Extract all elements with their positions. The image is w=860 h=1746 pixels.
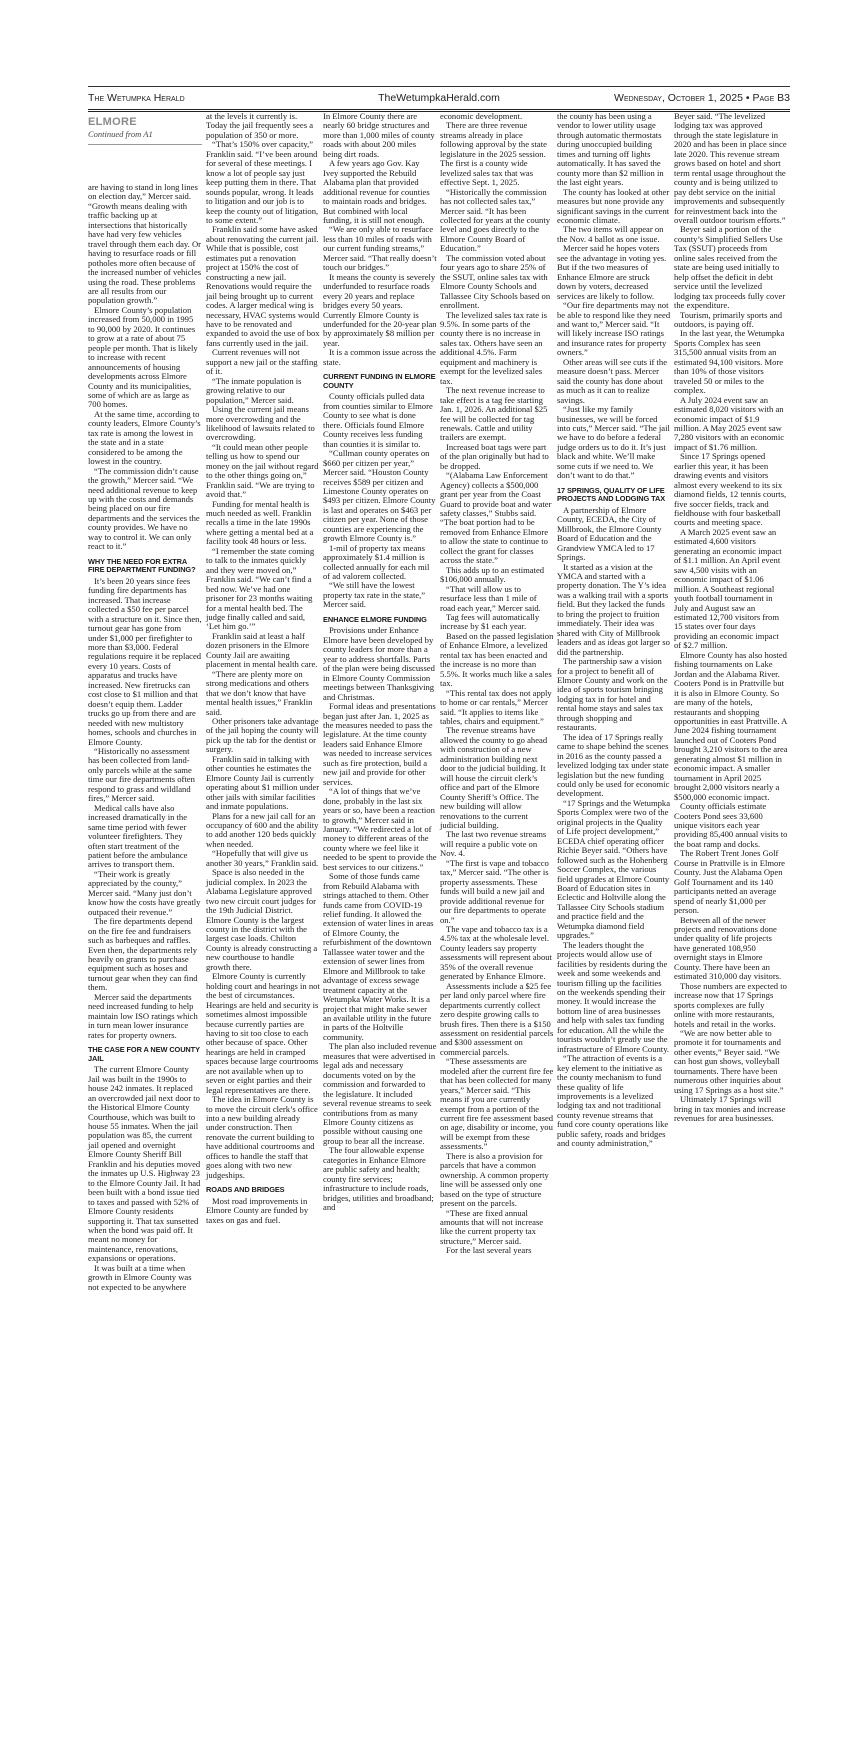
article-paragraph: Mercer said the departments need increased funding to help maintain low ISO ratings which in turn mean lower insurance rates for property owners. [88,991,198,1040]
article-paragraph: 1-mil of property tax means approximately $1.4 million is collected annually for each mil of ad valorem collected. [323,542,430,582]
article-paragraph: The county has looked at other measures but none provide any significant savings in the current economic climate. [557,186,670,225]
article-paragraph: It was built at a time when growth in Elmore County was not expected to be anywhere [88,1262,192,1292]
article-column-6 [674,112,788,1123]
article-paragraph: the county has been using a vendor to lower utility usage through automatic thermostats during unoccupied building times and turning off lights automatically. It has saved the county more than $2 million in the last eight years. [557,111,664,188]
article-paragraph: A March 2025 event saw an estimated 4,600 visitors generating an economic impact of $1.1 million. An April event saw 4,500 visits with an economic impact of $1.06 million. A Southeast regional youth football tournament in July and August saw an estimated 12,700 visitors from 15 states over four days providing an economic impact of $2.7 million. [674,526,782,651]
article-paragraph: The levelized sales tax rate is 9.5%. In some parts of the county there is no increase in sales tax. Others have seen an additional 4.5%. Farm equipment and machinery is exempt for the levelized sales tax. [440,309,547,386]
article-paragraph: Most road improvements in Elmore County are funded by taxes on gas and fuel. [206,1195,309,1225]
article-paragraph: There is also a provision for parcels that have a common ownership. A common property line will be assessed only one based on the type of structure present on the parcels. [440,1150,549,1209]
article-paragraph: County officials pulled data from counties similar to Elmore County to see what is done there. Officials found Elmore County receives less funding than counties it is similar to. [323,391,433,449]
article-column-4 [440,112,554,1256]
article-paragraph: The Robert Trent Jones Golf Course in Prattville is in Elmore County. Just the Alabama Open Golf Tournament and its 140 participants netted an average spend of nearly $1,000 per person. [674,848,785,916]
article-paragraph: Elmore County has also hosted fishing tournaments on Lake Jordan and the Alabama River. Cooters Pond is in Prattville but it is also in Elmore County. So are many of the hotels, restaurants and shopping opportunities in east Prattville. A June 2024 fishing tournament launched out of Cooters Pond brought 3,210 visitors to the area generating almost $1 million in economic impact. A smaller tournament in April 2025 brought 2,000 visitors nearly a $500,000 economic impact. [674,649,788,802]
article-paragraph: In the last year, the Wetumpka Sports Complex has seen 315,500 annual visits from an estimated 94,100 visitors. More than 10% of those visitors traveled 50 or miles to the complex. [674,328,785,396]
article-paragraph: “The first is vape and tobacco tax,” Mercer said. “The other is property assessments. These funds will build a new jail and provide additional revenue for our fire departments to operate on.” [440,857,549,925]
article-paragraph: Other prisoners take advantage of the jail hoping the county will pick up the tab for the dentist or surgery. [206,716,319,755]
article-paragraph: The idea of 17 Springs really came to shape behind the scenes in 2016 as the county passed a levelized lodging tax under state legislation but the new funding could only be used for economic development. [557,731,670,799]
article-paragraph: The commission voted about four years ago to share 25% of the SSUT, online sales tax with Elmore County Schools and Tallassee City Schools based on enrollment. [440,252,551,311]
article-paragraph: Those numbers are expected to increase now that 17 Springs sports complexes are fully online with more restaurants, hotels and retail in the works. [674,980,787,1029]
article-paragraph: “It could mean other people telling us how to spend our money on the jail without regard to the other things going on,” Franklin said. “We are trying to avoid that.” [206,441,319,500]
article-paragraph: “Their work is greatly appreciated by the county,” Mercer said. “Many just don’t know how the costs have greatly outpaced their revenue.” [88,868,201,917]
jump-head [88,116,202,145]
article-column-3 [323,112,437,1213]
article-paragraph: “I remember the state coming to talk to the inmates quickly and they were moved on,” Franklin said. “We can’t find a bed now. We’ve had one prisoner for 23 months waiting for a mental health bed. The judge finally called and said, ‘Let him go.’” [206,545,315,632]
article-paragraph: “We are now better able to promote it for tournaments and other events,” Beyer said. “We can host gun shows, volleyball tournaments. There have been numerous other inquiries about using 17 Springs as a host site.” [674,1027,784,1095]
article-paragraph: The last two revenue streams will require a public vote on Nov. 4. [440,829,547,859]
article-paragraph: “There are plenty more on strong medications and others that we don’t know that have mental health issues,” Franklin said. [206,668,313,717]
article-paragraph: “These are fixed annual amounts that will not increase like the current property tax structure,” Mercer said. [440,1207,544,1246]
article-paragraph: “That will allow us to resurface less than 1 mile of road each year,” Mercer said. [440,583,541,613]
article-paragraph: Mercer said he hopes voters see the advantage in voting yes. But if the two measures of Enhance Elmore are struck down by voters, decreased services are likely to follow. [557,243,667,301]
article-paragraph: Medical calls have also increased dramatically in the same time period with fewer volunteer firefighters. They often start treatment of the patient before the ambulance arrives to transport them. [88,802,188,870]
article-paragraph: The plan also included revenue measures that were advertised in legal ads and necessary documents voted on by the commission and forwarded to the legislature. It included several revenue streams to seek contributions from as many Elmore County citizens as possible without causing one group to bear all the increase. [323,1041,437,1146]
article-paragraph: It means the county is severely underfunded to resurface roads every 20 years and replace bridges every 50 years. Currently Elmore County is underfunded for the 20-year plan by approximately $8 million per year. [323,271,437,348]
date-and-page: Wednesday, October 1, 2025 • Page B3 [614,92,790,104]
article-paragraph: Formal ideas and presentations began just after Jan. 1, 2025 as the measures needed to pass the legislature. At the time county leaders said Enhance Elmore was needed to increase services such as fire protection, build a new jail and provide for other services. [323,701,436,787]
article-paragraph: “The commission didn’t cause the growth,” Mercer said. “We need additional revenue to keep up with the costs and demands being placed on our fire departments and the services the county provides. We have no way to control it. We can only react to it.” [88,465,200,552]
article-paragraph: Since 17 Springs opened earlier this year, it has been drawing events and visitors almost every weekend to its six diamond fields, 12 tennis courts, five soccer fields, track and fieldhouse with four basketball courts and meeting space. [674,451,787,528]
article-paragraph: It started as a vision at the YMCA and started with a property donation. The Y’s idea was a walking trail with a sports field. But they lacked the funds to bring the project to fruition immediately. Their idea was shared with City of Millbrook leaders and as ideas got larger so did the partnership. [557,561,670,657]
article-paragraph: Between all of the newer projects and renovations done under quality of life projects have generated 108,950 overnight stays in Elmore County. There have been an estimated 310,000 day visitors. [674,914,782,982]
article-paragraph: The four allowable expense categories in Enhance Elmore are public safety and health; county fire services; infrastructure to include roads, bridges, utilities and broadband; and [323,1145,434,1213]
article-paragraph: “These assessments are modeled after the current fire fee that has been collected for many years,” Mercer said. “This means if you are currently exempt from a portion of the current fire fee assessment based on age, disability or income, you will be exempt from these assessments.” [440,1056,554,1152]
website: TheWetumpkaHerald.com [378,92,500,104]
article-paragraph: “17 Springs and the Wetumpka Sports Complex were two of the original projects in the Quality of Life project development,” ECEDA chief operating officer Richie Beyer said. “Others have followed such as the Hohenberg Soccer Complex, the various field upgrades at Elmore County Board of Education sites in Eclectic and Holtville along the Tallassee City Schools stadium and practice field and the Wetumpka diamond field upgrades.” [557,797,671,941]
article-paragraph: Elmore County’s population increased from 50,000 in 1995 to 90,000 by 2020. It continues to grow at a rate of about 75 people per month. That is likely to increase with recent announcements of housing developments across Elmore County and its municipalities, some of which are as large as 700 homes. [88,304,198,410]
article-paragraph: “A lot of things that we’ve done, probably in the last six years or so, have been a reaction to growth,” Mercer said in January. “We redirected a lot of money to different areas of the county where we feel like it needed to be spent to provide the best services to our citizens.” [323,786,437,872]
article-paragraph: The partnership saw a vision for a project to benefit all of Elmore County and work on the idea of sports tourism bringing lodging tax in for hotel and rental home stays and sales tax through shopping and restaurants. [557,656,668,733]
article-paragraph: Provisions under Enhance Elmore have been developed by county leaders for more than a year to address shortfalls. Parts of the plan were being discussed in Elmore County Commission meetings between Thanksgiving and Christmas. [323,625,435,702]
article-paragraph: Funding for mental health is much needed as well. Franklin recalls a time in the late 1990s where getting a mental bed at a facility took 48 hours or less. [206,498,314,547]
article-paragraph: “We are only able to resurface less than 10 miles of roads with our current funding streams,” Mercer said. “That really doesn’t touch our bridges.” [323,224,437,273]
article-paragraph: This adds up to an estimated $106,000 annually. [440,564,545,585]
article-paragraph: at the levels it currently is. Today the jail frequently sees a population of 350 or more. [206,111,314,140]
jump-subtitle: Continued from A1 [88,129,202,145]
article-paragraph: The revenue streams have allowed the county to go ahead with construction of a new administration building next door to the judicial building. It will house the circuit clerk’s office and part of the Elmore County Sheriff’s Office. The new building will allow renovations to the current judicial building. [440,725,548,830]
article-paragraph: Using the current jail means more overcrowding and the likelihood of lawsuits related to overcrowding. [206,404,315,443]
article-paragraph: County officials estimate Cooters Pond sees 33,600 unique visitors each year providing 85,400 annual visits to the boat ramp and docks. [674,801,788,849]
article-paragraph: Other areas will see cuts if the measure doesn’t pass. Mercer said the county has done about as much as it can to realize savings. [557,356,668,405]
article-paragraph: Some of those funds came from Rebuild Alabama with strings attached to them. Other funds came from COVID-19 relief funding. It allowed the extension of water lines in areas of Elmore County, the refurbishment of the downtown Tallassee water tower and the extension of sewer lines from Elmore and Millbrook to take advantage of excess sewage treatment capacity at the Wetumpka Water Works. It is a project that might make sewer an available utility in the future in parts of the Holtville community. [323,871,434,1042]
article-paragraph: Beyer said a portion of the county’s Simplified Sellers Use Tax (SSUT) proceeds from online sales received from the state are being used initially to help offset the deficit in debt service until the levelized lodging tax proceeds fully cover the expenditure. [674,224,786,311]
article-paragraph: The two items will appear on the Nov. 4 ballot as one issue. [557,224,664,244]
article-paragraph: Assessments include a $25 fee per land only parcel where fire departments currently collect zero despite growing calls to brush fires. Then there is a $150 assessment on residential parcels and $300 assessment on commercial parcels. [440,980,554,1057]
article-paragraph: Increased boat tags were part of the plan originally but had to be dropped. [440,441,549,471]
jump-title: ELMORE [88,116,137,128]
article-paragraph: “That’s 150% over capacity,” Franklin said. “I’ve been around for several of these meetings. I know a lot of people say just keep putting them in there. That sounds popular, wrong. It leads to litigation and our job is to keep the county out of litigation, to some extent.” [206,139,319,225]
article-paragraph: It is a common issue across the state. [323,347,436,367]
article-paragraph: “The attraction of events is a key element to the initiative as the county mechanism to fund these quality of life improvements is a levelized lodging tax and not traditional county revenue streams that fund core county operations like public safety, roads and bridges and county administration,” [557,1053,669,1149]
article-paragraph: In Elmore County there are nearly 60 bridge structures and more than 1,000 miles of county roads with about 200 miles being dirt roads. [323,111,435,159]
article-paragraph: economic development. [440,111,523,121]
article-paragraph: Current revenues will not support a new jail or the staffing of it. [206,347,318,377]
article-paragraph: The vape and tobacco tax is a 4.5% tax at the wholesale level. County leaders say property assessments will represent about 35% of the overall revenue generated by Enhance Elmore. [440,923,552,982]
section-subhead: ENHANCE ELMORE FUNDING [323,614,427,624]
article-paragraph: Beyer said. “The levelized lodging tax was approved through the state legislature in 2020 and has been in place since late 2020. This revenue stream grows based on hotel and short term rental usage throughout the county and is being utilized to pay debt service on the initial improvements and subsequently for reinvestment back into the overall outdoor tourism efforts.” [674,111,787,225]
page-header [88,86,790,112]
article-paragraph: There are three revenue streams already in place following approval by the state legislature in the 2025 session. The first is a county wide levelized sales tax that was effective Sept. 1, 2025. [440,120,547,188]
article-paragraph: “Hopefully that will give us another 30 years,” Franklin said. [206,848,319,868]
article-paragraph: are having to stand in long lines on election day,” Mercer said. “Growth means dealing with traffic backing up at intersections that historically have had very few vehicles travel through them each day. Or having to resurface roads or fill potholes more often because of the increased number of vehicles using the road. These problems are all results from our population growth.” [88,182,202,306]
article-paragraph: Elmore County is currently holding court and hearings in not the best of circumstances. Hearings are held and security is sometimes almost impossible because currently parties are having to sit too close to each other because of space. Other hearings are held in cramped spaces because large courtrooms are not available when up to seven or eight parties and their legal representatives are there. [206,971,320,1095]
article-paragraph: A few years ago Gov. Kay Ivey supported the Rebuild Alabama plan that provided additional revenue for counties to maintain roads and bridges. But combined with local funding, it is still not enough. [323,158,430,225]
section-subhead: WHY THE NEED FOR EXTRA FIRE DEPARTMENT FUNDING? [88,556,196,575]
article-paragraph: “Cullman county operates on $660 per citizen per year,” Mercer said. “Houston County receives $589 per citizen and Limestone County operates on $493 per citizen. Elmore County is last and operates on $463 per citizen per year. None of those counties are experiencing the growth Elmore County is.” [323,448,436,544]
article-paragraph: Franklin said some have asked about renovating the current jail. While that is possible, cost estimates put a renovation project at 150% the cost of constructing a new jail. Renovations would require the jail being brought up to current codes. A larger medical wing is necessary, HVAC systems would have to be renovated and expanded to avoid the use of box fans currently used in the jail. [206,224,320,348]
article-column-1 [88,183,202,1292]
section-subhead: ROADS AND BRIDGES [206,1185,285,1195]
article-paragraph: A partnership of Elmore County, ECEDA, the City of Millbrook, the Elmore County Board of Education and the Grandview YMCA led to 17 Springs. [557,504,662,563]
article-paragraph: The current Elmore County Jail was built in the 1990s to house 242 inmates. It replaced an overcrowded jail next door to the Historical Elmore County Courthouse, which was built to house 55 inmates. When the jail population was 85, the current jail opened and overnight Elmore County Sheriff Bill Franklin and his deputies moved the inmates up U.S. Highway 23 to the Elmore County Jail. It had been built with a bond issue tied to taxes and passed with 52% of Elmore County residents supporting it. That tax sunsetted when the bond was paid off. It meant no money for maintenance, renovations, expansions or operations. [88,1064,201,1264]
article-paragraph: Tourism, primarily sports and outdoors, is paying off. [674,309,783,329]
article-paragraph: Based on the passed legislation of Enhance Elmore, a levelized rental tax has been enacted and the increase is no more than 5.5%. It works much like a sales tax. [440,630,554,689]
article-paragraph: Franklin said at least a half dozen prisoners in the Elmore County Jail are awaiting placement in mental health care. [206,630,318,670]
article-paragraph: Plans for a new jail call for an occupancy of 600 and the ability to add another 120 beds quickly when needed. [206,810,319,849]
article-paragraph: The idea in Elmore County is to move the circuit clerk’s office into a new building already under construction. Then renovate the current building to have additional courtrooms and offices to handle the staff that goes along with two new judgeships. [206,1094,318,1180]
article-paragraph: For the last several years [446,1245,532,1256]
article-column-5 [557,112,671,1149]
section-subhead: CURRENT FUNDING IN ELMORE COUNTY [323,372,436,390]
article-paragraph: “This rental tax does not apply to home or car rentals,” Mercer said. “It applies to items like tables, chairs and equipment.” [440,687,552,726]
article-paragraph: “Our fire departments may not be able to respond like they need and want to,” Mercer said. “It will likely increase ISO ratings and insurance rates for property owners.” [557,300,671,358]
section-subhead: THE CASE FOR A NEW COUNTY JAIL [88,1045,200,1063]
article-paragraph: The leaders thought the projects would allow use of facilities by residents during the week and some weekends and tourism filling up the facilities on the weekends spending their money. It would increase the bottom line of area businesses and help with sales tax funding for education. All the while the tourists wouldn’t greatly use the infrastructure of Elmore County. [557,939,670,1054]
article-paragraph: It’s been 20 years since fees funding fire departments has increased. That increase collected a $50 fee per parcel with a structure on it. Since then, turnout gear has gone from under $1,000 per firefighter to more than $3,000. Federal regulations require it be replaced every 10 years. Costs of apparatus and trucks have increased. New firetrucks can cost close to $1 million and that doesn’t equip them. Ladder trucks go up from there and are needed with new multistory homes, schools and churches in Elmore County. [88,575,202,747]
article-paragraph: “The inmate population is growing relative to our population,” Mercer said. [206,375,302,405]
article-column-2 [206,112,320,1225]
article-paragraph: “Historically the commission has not collected sales tax,” Mercer said. “It has been collected for years at the county level and goes directly to the Elmore County Board of Education.” [440,186,550,254]
article-paragraph: Space is also needed in the judicial complex. In 2023 the Alabama Legislature approved two new circuit court judges for the 19th Judicial District. Elmore County is the largest county in the district with the largest case loads. Chilton County is already constructing a new courthouse to handle growth there. [206,867,318,972]
article-paragraph: “Just like my family businesses, we will be forced into cuts,” Mercer said. “The jail we have to do before a federal judge orders us to do it. It’s just black and white. We’ll make some cuts if we need to. We don’t want to do that.” [557,404,670,481]
article-paragraph: Ultimately 17 Springs will bring in tax monies and increase revenues for area businesses. [674,1094,786,1124]
article-paragraph: Tag fees will automatically increase by $1 each year. [440,612,540,632]
article-paragraph: A July 2024 event saw an estimated 8,020 visitors with an economic impact of $1.9 million. A May 2025 event saw 7,280 visitors with an economic impact of $1.76 million. [674,394,785,452]
article-paragraph: “(Alabama Law Enforcement Agency) collects a $500,000 grant per year from the Coast Guard to provide boat and water safety classes,” Stubbs said. “The boat portion had to be removed from Enhance Elmore to allow the state to continue to collect the grant for classes across the state.” [440,470,552,566]
article-paragraph: Franklin said in talking with other counties he estimates the Elmore County Jail is currently operating about $1 million under other jails with similar facilities and inmate populations. [206,753,320,812]
article-paragraph: The next revenue increase to take effect is a tag fee starting Jan. 1, 2026. An additional $25 fee will be collected for tag renewals. Cattle and utility trailers are exempt. [440,385,548,443]
paper-name: The Wetumpka Herald [88,92,185,104]
section-subhead: 17 SPRINGS, QUALITY OF LIFE PROJECTS AND LODGING TAX [557,485,666,504]
article-paragraph: “Historically no assessment has been collected from land-only parcels while at the same time our fire departments often respond to grass and wildland fires,” Mercer said. [88,746,195,804]
article-paragraph: At the same time, according to county leaders, Elmore County’s tax rate is among the lowest in the state and in a state considered to be among the lowest in the country. [88,408,201,467]
article-paragraph: The fire departments depend on the fire fee and fundraisers such as barbeques and raffles. Even then, the departments rely heavily on grants to purchase equipment such as hoses and turnout gear when they can find them. [88,916,198,993]
article-paragraph: “We still have the lowest property tax rate in the state,” Mercer said. [323,580,426,610]
